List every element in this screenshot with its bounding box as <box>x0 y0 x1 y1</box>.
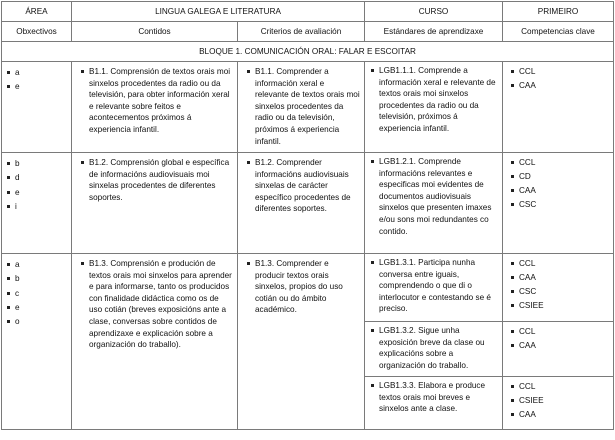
objectives-cell <box>2 254 72 430</box>
competence-item: CAA <box>507 184 613 198</box>
area-label: ÁREA <box>2 2 72 22</box>
competence-item: CD <box>507 170 613 184</box>
competence-item: CCL <box>507 65 613 79</box>
standard-text: LGB1.3.3. Elabora e produce textos orais moi breves e sinxelos ante a clase. <box>367 380 498 415</box>
competence-item: CSC <box>507 285 613 299</box>
criterion-cell <box>238 62 365 153</box>
column-header-row <box>2 22 614 42</box>
standard-cell <box>365 62 503 153</box>
objectives-cell <box>2 62 72 153</box>
competence-item: CSIEE <box>507 394 613 408</box>
objective-item: a <box>3 258 71 272</box>
objective-item: e <box>3 186 71 200</box>
competence-item: CCL <box>507 156 613 170</box>
standard-text: LGB1.2.1. Comprende informacións relevantes e especificas moi evidentes de documentos audiovisuais sinxelos que presenten imaxes e/ou sons moi redundantes co contido. <box>367 156 498 237</box>
objective-item: i <box>3 200 71 214</box>
curso-value: PRIMEIRO <box>503 2 614 22</box>
competence-item: CAA <box>507 339 613 353</box>
objective-item: c <box>3 287 71 301</box>
block-title: BLOQUE 1. COMUNICACIÓN ORAL: FALAR E ESCOITAR <box>2 42 614 62</box>
competences-cell <box>503 322 614 377</box>
content-text: B1.2. Comprensión global e específica de informacións audiovisuais moi sinxelas procedentes de diferentes soportes. <box>77 157 233 203</box>
col-competences: Competencias clave <box>503 22 614 42</box>
header-row <box>2 2 614 22</box>
objective-item: d <box>3 171 71 185</box>
competences-cell <box>503 377 614 430</box>
content-cell <box>72 62 238 153</box>
competence-item: CCL <box>507 380 613 394</box>
content-cell <box>72 153 238 254</box>
curriculum-table <box>1 1 614 430</box>
standard-text: LGB1.3.2. Sigue unha exposición breve da clase ou explicacións sobre a organización do traballo. <box>367 325 498 371</box>
table-row <box>2 62 614 153</box>
criterion-text: B1.3. Comprender e producir textos orais sinxelos, propios do uso cotián ou do ámbito académico. <box>243 258 360 316</box>
competence-item: CSIEE <box>507 299 613 313</box>
criterion-text: B1.1. Comprender a información xeral e relevante de textos orais moi sinxelos procedentes da radio ou da televisión, próximos á experiencia infantil. <box>243 66 360 147</box>
objective-item: b <box>3 272 71 286</box>
table-row <box>2 254 614 322</box>
content-text: B1.1. Comprensión de textos orais moi sinxelos procedentes da radio ou da televisión, para obter información xeral e relevante sobre feitos e acontecementos próximos á experiencia infantil. <box>77 66 233 136</box>
competence-item: CSC <box>507 198 613 212</box>
objective-item: b <box>3 157 71 171</box>
objectives-cell <box>2 153 72 254</box>
col-criteria: Criterios de avaliación <box>238 22 365 42</box>
criterion-cell <box>238 153 365 254</box>
competence-item: CAA <box>507 79 613 93</box>
competence-item: CAA <box>507 271 613 285</box>
objective-item: a <box>3 66 71 80</box>
competences-cell <box>503 254 614 322</box>
col-contents: Contidos <box>72 22 238 42</box>
competence-item: CCL <box>507 325 613 339</box>
standard-text: LGB1.3.1. Participa nunha conversa entre iguais, comprendendo o que di o interlocutor e contestando se é preciso. <box>367 257 498 315</box>
competence-item: CCL <box>507 257 613 271</box>
standard-cell <box>365 254 503 322</box>
objective-item: e <box>3 80 71 94</box>
table-row <box>2 153 614 254</box>
col-objectives: Obxectivos <box>2 22 72 42</box>
col-standards: Estándares de aprendizaxe <box>365 22 503 42</box>
content-text: B1.3. Comprensión e produción de textos orais moi sinxelos para aprender e para informarse, tanto os producidos con finalidade didáctica como os de uso cotián (breves exposicións ante a clase, conversas sobre contidos de aprendizaxe e explicación sobre a organización do traballo). <box>77 258 233 351</box>
competences-cell <box>503 62 614 153</box>
standard-cell <box>365 153 503 254</box>
area-value: LINGUA GALEGA E LITERATURA <box>72 2 365 22</box>
content-cell <box>72 254 238 430</box>
criterion-text: B1.2. Comprender informacións audiovisuais sinxelas de carácter específico procedentes de diferentes soportes. <box>243 157 360 215</box>
standard-text: LGB1.1.1. Comprende a información xeral e relevante de textos orais moi sinxelos procedentes da radio ou da televisión, próximos á experiencia infantil. <box>367 65 498 135</box>
competences-cell <box>503 153 614 254</box>
objective-item: o <box>3 315 71 329</box>
standard-cell <box>365 322 503 377</box>
curso-label: CURSO <box>365 2 503 22</box>
objective-item: e <box>3 301 71 315</box>
standard-cell <box>365 377 503 430</box>
block-row <box>2 42 614 62</box>
criterion-cell <box>238 254 365 430</box>
competence-item: CAA <box>507 408 613 422</box>
